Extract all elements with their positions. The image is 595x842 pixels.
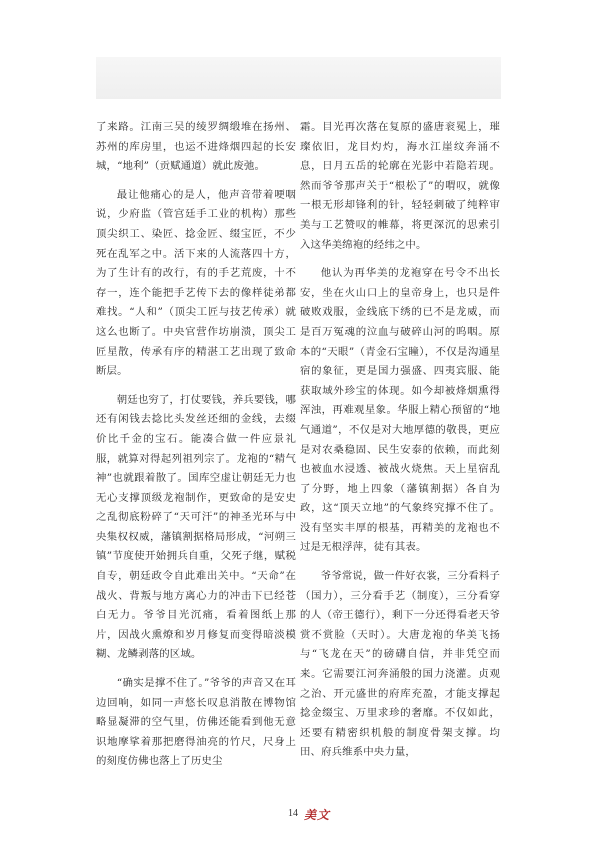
magazine-logo: 美文 — [304, 808, 331, 822]
paragraph: 朝廷也穷了，打仗要钱，养兵要钱，哪还有闲钱去捻比头发丝还细的金线，去缀价比千金的宝石。能凑合做一件应景礼服，就算对得起列祖列宗了。龙袍的“精气神”也就跟着散了。国库空虚让朝廷无力也无心支撑顶级龙袍制作，更致命的是安史之乱彻底粉碎了“天可汗”的神圣光环与中央集权权威，藩镇割据格局形成，“河朔三镇”节度使开始拥兵自重，父死子继，赋税自专，朝廷政令自此难出关中。“天命”在战火、背叛与地方离心力的冲击下已经苍白无力。爷爷目光沉痛，看着图纸上那片，因战火熏燎和岁月修复而变得暗淡模糊、龙鳞剥落的区域。 — [96, 393, 296, 661]
paragraph: 他认为再华美的龙袍穿在号令不出长安，坐在火山口上的皇帝身上，也只是件破败戏服，金线底下绣的已不是龙威，而是百万冤魂的泣血与破碎山河的呜咽。原本的“天眼”（青金石宝瞳），不仅是沟通星宿的象征，更是国力强盛、四夷宾服、能获取域外珍宝的体现。如今却被烽烟熏得浑浊，再难观星象。华服上精心预留的“地气通道”，不仅是对大地厚德的敬畏，更应是对农桑稳固、民生安泰的依赖，而此刻也被血水浸透、被战火烧焦。天上星宿乱了分野，地上四象（藩镇割据）各自为政，这“顶天立地”的气象终究撑不住了。没有坚实丰厚的根基，再精美的龙袍也不过是无根浮萍，徒有其表。 — [300, 267, 500, 554]
paragraph: “确实是撑不住了。”爷爷的声音又在耳边回响，如同一声悠长叹息消散在博物馆略显凝滞的空气里，仿佛还能看到他无意识地摩挲着那把磨得油亮的竹尺，尺身上的刻度仿佛也落上了历史尘 — [96, 677, 296, 768]
right-text-column — [300, 118, 500, 763]
page-number: 14 — [288, 808, 298, 819]
paragraph: 了来路。江南三吴的绫罗绸缎堆在扬州、苏州的库房里，也运不进烽烟四起的长安城，“地利”（贡赋通道）就此废弛。 — [96, 121, 296, 173]
page-footer — [0, 808, 595, 824]
paragraph: 爷爷常说，做一件好衣裳，三分看料子（国力），三分看手艺（制度），三分看穿的人（帝王德行），剩下一分还得看老天爷赏不赏脸（天时）。大唐龙袍的华美飞扬与“飞龙在天”的磅礴自信，并非凭空而来。它需要江河奔涌般的国力浇灌。贞观之治、开元盛世的府库充盈，才能支撑起捻金缀宝、万里求珍的奢靡。不仅如此，还要有精密织机般的制度骨架支撑。均田、府兵维系中央力量， — [300, 570, 500, 759]
header-image-band — [96, 57, 501, 99]
left-text-column — [96, 118, 296, 772]
paragraph: 霜。目光再次落在复原的盛唐衮冕上，璀璨依旧，龙目灼灼，海水江崖纹奔涌不息，日月五岳的轮廓在光影中若隐若现。然而爷爷那声关于“根松了”的喟叹，就像一根无形却锋利的针，轻轻刺破了纯粹审美与工艺赞叹的帷幕，将更深沉的思索引入这华美绵袍的经纬之中。 — [300, 121, 500, 251]
paragraph: 最让他痛心的是人，他声音带着哽咽说，少府监（管宫廷手工业的机构）那些顶尖织工、染匠、捻金匠、缀宝匠，不少死在乱军之中。活下来的人流落四十方，为了生计有的改行，有的手艺荒废，十不存一，连个能把手艺传下去的像样徒弟都难找。“人和”（顶尖工匠与技艺传承）就这么也断了。中央官营作坊崩溃，顶尖工匠星散，传承有序的精湛工艺出现了致命断层。 — [96, 188, 296, 378]
